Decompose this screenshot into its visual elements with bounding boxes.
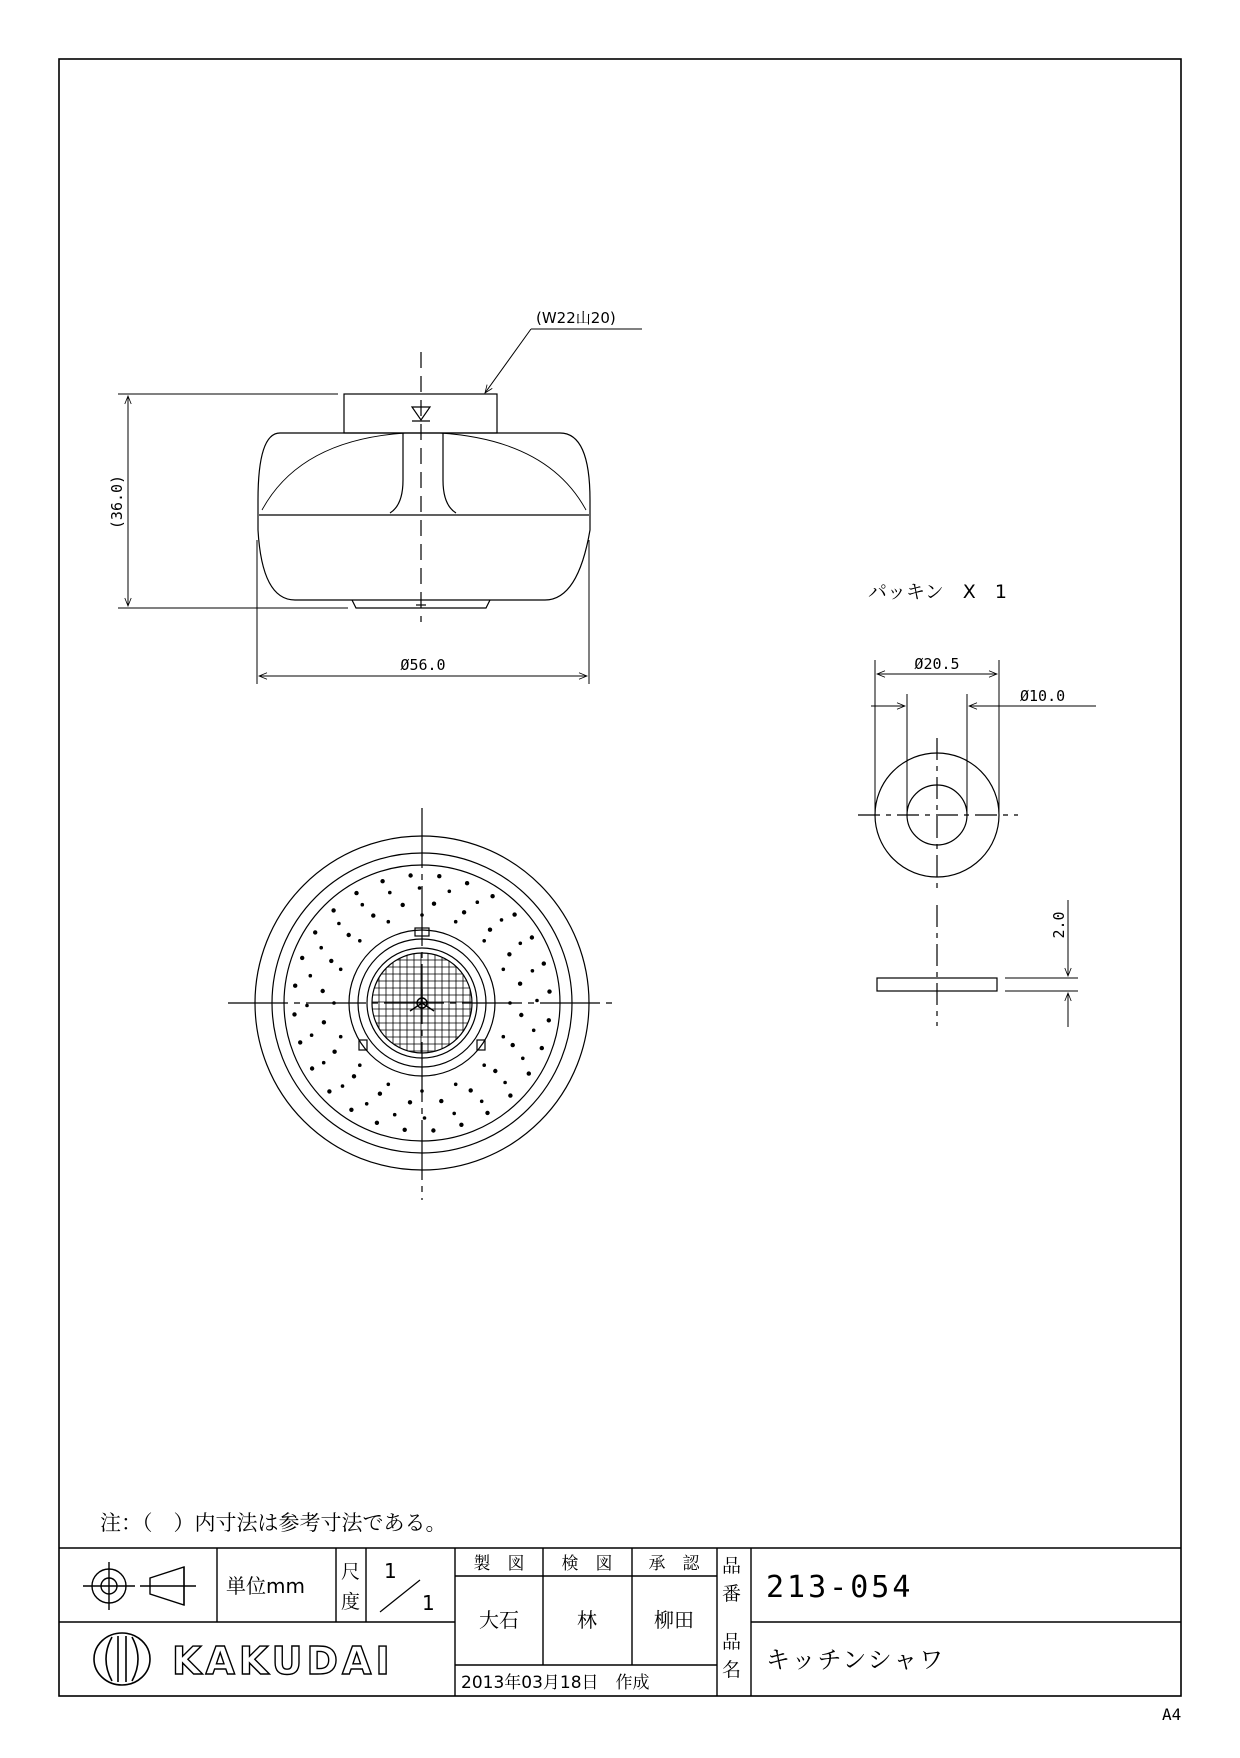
part-name: キッチンシャワ <box>766 1646 946 1674</box>
spray-hole <box>490 894 494 898</box>
kakudai-logo-icon <box>94 1633 150 1685</box>
spray-hole <box>535 999 539 1003</box>
scale-label-bottom: 度 <box>341 1591 361 1613</box>
thread-label: (W22山20) <box>536 309 616 327</box>
spray-hole <box>393 1113 397 1117</box>
part-number: 213-054 <box>766 1570 914 1605</box>
approved-by: 柳田 <box>654 1608 694 1632</box>
reference-note: 注：（ ）内寸法は参考寸法である。 <box>100 1511 447 1535</box>
spray-hole <box>485 1111 489 1115</box>
spray-hole <box>319 946 323 950</box>
third-angle-projection-icon <box>83 1562 196 1610</box>
part-name-label-bottom: 名 <box>722 1659 742 1681</box>
spray-hole <box>349 1108 353 1112</box>
scale-denominator: 1 <box>422 1591 435 1615</box>
drawn-header: 製 図 <box>473 1554 525 1574</box>
height-dimension <box>118 394 348 608</box>
spray-hole <box>423 1116 427 1120</box>
spray-hole <box>388 891 392 895</box>
part-name-label-top: 品 <box>722 1631 742 1653</box>
spray-hole <box>462 910 466 914</box>
part-no-label-top: 品 <box>722 1555 742 1577</box>
spray-hole <box>403 1128 407 1132</box>
scale-numerator: 1 <box>384 1559 397 1583</box>
diameter-label: Ø56.0 <box>400 656 446 674</box>
packing-dimensions <box>871 660 1096 815</box>
spray-hole <box>469 1088 473 1092</box>
spray-hole <box>432 902 436 906</box>
packing-top-view <box>858 738 1018 888</box>
spray-hole <box>292 1012 296 1016</box>
packing-inner-label: Ø10.0 <box>1020 687 1066 705</box>
spray-hole <box>482 939 486 943</box>
spray-hole <box>480 1100 484 1104</box>
spray-hole <box>488 928 492 932</box>
spray-hole <box>459 1123 463 1127</box>
spray-hole <box>293 984 297 988</box>
side-view <box>258 352 590 622</box>
spray-hole <box>358 939 362 943</box>
spray-hole <box>354 891 358 895</box>
unit-label: 単位mm <box>226 1574 305 1598</box>
spray-hole <box>329 959 333 963</box>
spray-hole <box>452 1112 456 1116</box>
packing-label: パッキン X 1 <box>868 581 1007 603</box>
spray-hole <box>500 918 504 922</box>
spray-hole <box>448 890 452 894</box>
spray-hole <box>309 974 313 978</box>
spray-hole <box>420 1089 424 1093</box>
spray-hole <box>310 1066 314 1070</box>
drawing-border <box>59 59 1181 1696</box>
spray-hole <box>339 1035 343 1039</box>
spray-hole <box>476 900 480 904</box>
spray-hole <box>341 1084 345 1088</box>
spray-hole <box>387 920 391 924</box>
spray-hole <box>530 935 534 939</box>
drawn-by: 大石 <box>479 1608 519 1632</box>
spray-hole <box>310 1033 314 1037</box>
spray-hole <box>331 908 335 912</box>
thickness-label: 2.0 <box>1050 911 1068 939</box>
spray-hole <box>508 1093 512 1097</box>
spray-hole <box>518 982 522 986</box>
checked-by: 林 <box>577 1608 597 1632</box>
spray-hole <box>502 1035 506 1039</box>
spray-hole <box>408 873 412 877</box>
spray-hole <box>454 1083 458 1087</box>
spray-hole <box>482 1063 486 1067</box>
height-label: (36.0) <box>108 474 126 530</box>
spray-hole <box>507 952 511 956</box>
spray-hole <box>532 1029 536 1033</box>
date-created: 2013年03月18日 作成 <box>461 1673 650 1693</box>
spray-hole <box>512 912 516 916</box>
spray-hole <box>332 1001 336 1005</box>
spray-hole <box>540 1046 544 1050</box>
spray-hole <box>375 1121 379 1125</box>
spray-hole <box>361 903 365 907</box>
thread-leader <box>485 329 642 393</box>
spray-hole <box>298 1040 302 1044</box>
spray-hole <box>437 874 441 878</box>
spray-hole <box>387 1083 391 1087</box>
spray-hole <box>327 1089 331 1093</box>
spray-hole <box>547 989 551 993</box>
spray-hole <box>371 913 375 917</box>
part-no-label-bottom: 番 <box>722 1583 742 1605</box>
spray-hole <box>465 881 469 885</box>
spray-hole <box>521 1057 525 1061</box>
spray-hole <box>408 1100 412 1104</box>
scale-slash <box>380 1580 420 1612</box>
spray-hole <box>547 1018 551 1022</box>
company-logo-text: KAKUDAI <box>172 1639 394 1683</box>
spray-hole <box>519 1013 523 1017</box>
spray-hole <box>418 886 422 890</box>
spray-hole <box>431 1128 435 1132</box>
spray-hole <box>401 903 405 907</box>
spray-hole <box>531 969 535 973</box>
spray-hole <box>313 930 317 934</box>
spray-hole <box>300 956 304 960</box>
spray-hole <box>503 1081 507 1085</box>
packing-outer-label: Ø20.5 <box>914 655 960 673</box>
spray-hole <box>420 913 424 917</box>
checked-header: 検 図 <box>561 1554 613 1574</box>
packing-side-view <box>877 905 997 1026</box>
spray-hole <box>527 1071 531 1075</box>
spray-hole <box>511 1043 515 1047</box>
spray-hole <box>380 879 384 883</box>
spray-hole <box>378 1092 382 1096</box>
spray-hole <box>337 922 341 926</box>
spray-hole <box>347 933 351 937</box>
spray-hole <box>305 1004 309 1008</box>
spray-hole <box>322 1020 326 1024</box>
spray-hole <box>519 942 523 946</box>
spray-hole <box>332 1050 336 1054</box>
sheet-size: A4 <box>1162 1705 1182 1724</box>
spray-hole <box>454 920 458 924</box>
spray-hole <box>493 1069 497 1073</box>
spray-hole <box>339 968 343 972</box>
spray-hole <box>358 1063 362 1067</box>
spray-hole <box>322 1061 326 1065</box>
spray-hole <box>352 1074 356 1078</box>
approved-header: 承 認 <box>648 1554 700 1574</box>
spray-hole <box>542 961 546 965</box>
spray-hole <box>439 1099 443 1103</box>
scale-label-top: 尺 <box>341 1561 361 1583</box>
spray-hole <box>365 1102 369 1106</box>
spray-hole <box>508 1001 512 1005</box>
spray-hole <box>502 968 506 972</box>
spray-hole <box>321 989 325 993</box>
